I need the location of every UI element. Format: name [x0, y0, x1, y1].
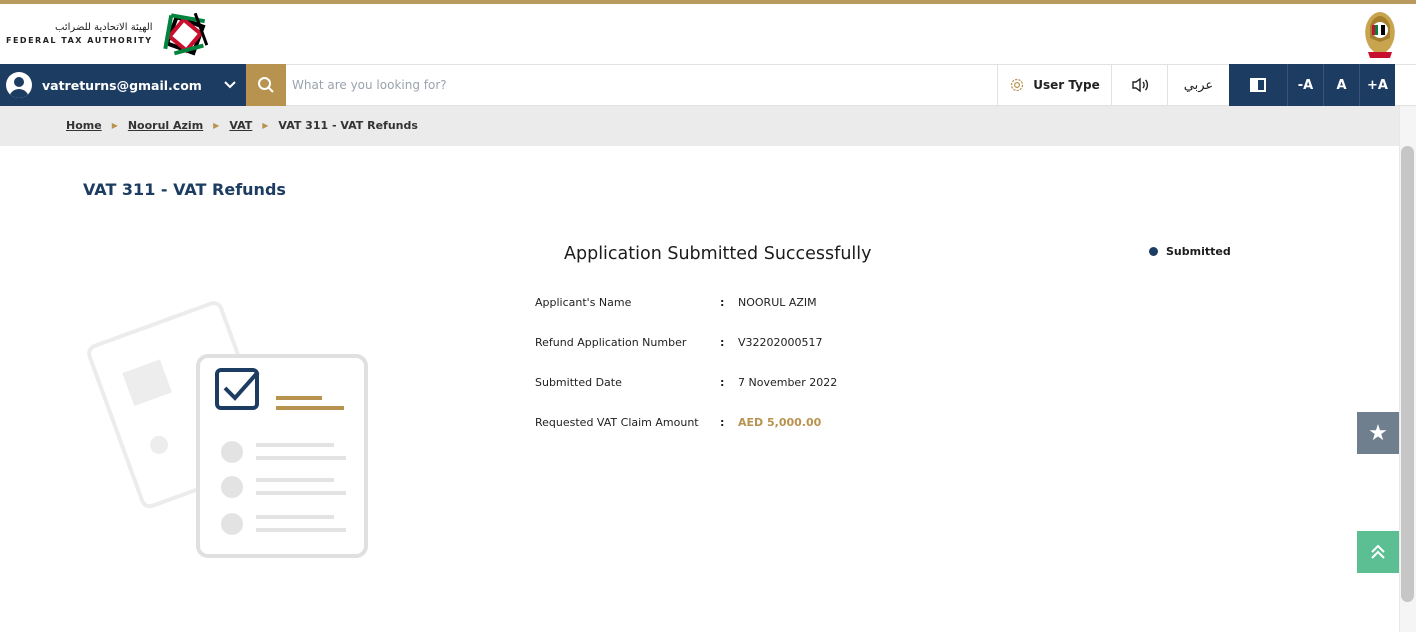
search-button[interactable]	[246, 64, 286, 106]
accessibility-toolbar	[997, 64, 1395, 106]
breadcrumb	[66, 119, 418, 132]
chevron-down-icon	[224, 81, 236, 89]
user-type-label: User Type	[1033, 78, 1100, 92]
site-header	[0, 4, 1416, 64]
detail-row-claim-amount	[535, 416, 837, 456]
language-toggle[interactable]: عربي	[1167, 64, 1229, 106]
page-title: VAT 311 - VAT Refunds	[83, 180, 286, 199]
star-icon: ★	[1368, 420, 1388, 446]
detail-value-amount: AED 5,000.00	[738, 416, 822, 429]
fta-emblem-icon	[159, 8, 211, 60]
uae-emblem-icon	[1360, 8, 1400, 60]
status-label: Submitted	[1166, 245, 1231, 258]
breadcrumb-user[interactable]: Noorul Azim	[127, 119, 204, 132]
detail-value: V32202000517	[738, 336, 823, 349]
breadcrumb-arrow-icon: ▶	[262, 121, 269, 130]
contrast-toggle[interactable]	[1229, 64, 1287, 106]
favorite-button[interactable]	[1357, 412, 1399, 454]
gear-icon	[1009, 77, 1025, 93]
double-chevron-up-icon	[1370, 543, 1386, 561]
detail-label: Requested VAT Claim Amount	[535, 416, 699, 429]
breadcrumb-home[interactable]: Home	[66, 119, 102, 132]
fta-logo-text	[6, 21, 153, 47]
detail-value: NOORUL AZIM	[738, 296, 817, 309]
breadcrumb-arrow-icon: ▶	[111, 121, 118, 130]
detail-value: 7 November 2022	[738, 376, 838, 389]
application-details	[535, 296, 837, 456]
speaker-icon	[1131, 77, 1149, 93]
breadcrumb-vat[interactable]: VAT	[229, 119, 253, 132]
font-normal-button[interactable]: A	[1323, 64, 1359, 106]
search-input[interactable]	[292, 71, 982, 99]
breadcrumb-arrow-icon: ▶	[213, 121, 220, 130]
detail-colon: :	[720, 376, 725, 389]
fta-logo-arabic: الهيئة الاتحادية للضرائب	[55, 22, 153, 33]
application-document-icon	[80, 290, 380, 560]
text-to-speech-button[interactable]	[1111, 64, 1167, 106]
detail-label: Refund Application Number	[535, 336, 687, 349]
detail-colon: :	[720, 336, 725, 349]
contrast-icon	[1250, 78, 1266, 92]
scrollbar-thumb[interactable]	[1401, 146, 1414, 602]
fta-logo[interactable]	[6, 8, 211, 60]
top-navbar	[0, 64, 1416, 106]
detail-row-applicant-name	[535, 296, 837, 336]
font-increase-button[interactable]: +A	[1359, 64, 1395, 106]
status-badge	[1149, 245, 1231, 258]
breadcrumb-current: VAT 311 - VAT Refunds	[278, 119, 418, 132]
user-menu[interactable]	[0, 64, 246, 106]
status-dot-icon	[1149, 247, 1158, 256]
user-avatar-icon	[6, 72, 32, 98]
scroll-to-top-button[interactable]	[1357, 531, 1399, 573]
user-type-button[interactable]	[997, 64, 1111, 106]
detail-label: Applicant's Name	[535, 296, 632, 309]
user-email: vatreturns@gmail.com	[42, 77, 202, 93]
font-decrease-button[interactable]: -A	[1287, 64, 1323, 106]
success-message: Application Submitted Successfully	[564, 244, 872, 264]
detail-label: Submitted Date	[535, 376, 622, 389]
fta-logo-english: FEDERAL TAX AUTHORITY	[6, 36, 153, 45]
detail-row-submitted-date	[535, 376, 837, 416]
detail-colon: :	[720, 296, 725, 309]
detail-row-application-number	[535, 336, 837, 376]
detail-colon: :	[720, 416, 725, 429]
search-icon	[257, 76, 275, 94]
breadcrumb-bar	[0, 106, 1399, 146]
